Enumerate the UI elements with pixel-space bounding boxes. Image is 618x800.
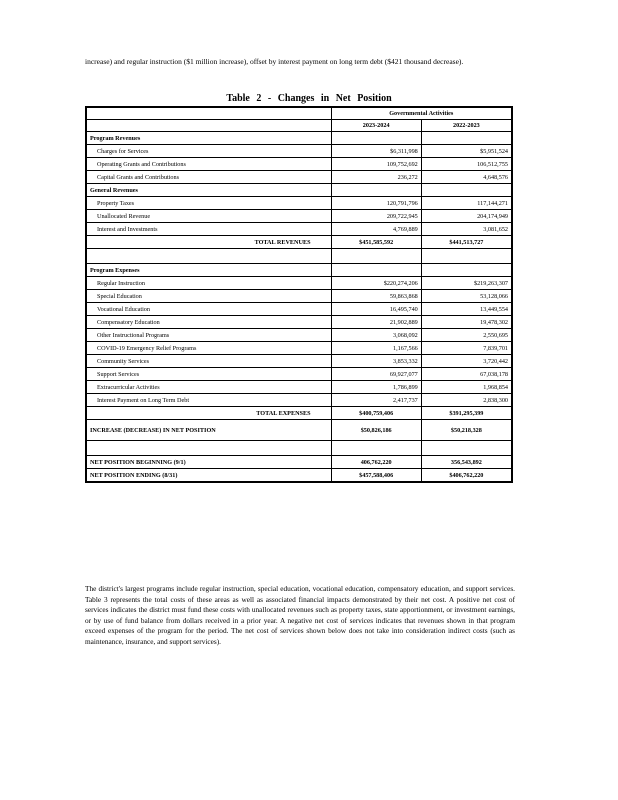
row-value-2: 4,648,576 [421, 171, 511, 184]
row-label: Charges for Services [87, 145, 332, 158]
total-revenues-row [87, 236, 512, 249]
row-value-2: $219,263,307 [421, 277, 511, 290]
section-label: Program Expenses [87, 264, 332, 277]
row-value-2: 2,838,300 [421, 394, 511, 407]
intro-paragraph [85, 56, 525, 67]
outro-text: The district's largest programs include regular instruction, special education, vocational education, compensatory education, and support services. Table 3 represents the total costs of these areas as well as associated financial impacts demonstrated by their net cost. A positive net cost of services indicates the district must fund these costs with unallocated revenues such as property taxes, state apportionment, or investment earnings, or by use of fund balance from dollars received in a prior year. A negative net cost of services indicates that revenues shown in that program exceed expenses of the program for the period. The net cost of services shown below does not take into consideration indirect costs (such as maintenance, insurance, and support services). [85, 584, 515, 646]
table-row [87, 223, 512, 236]
increase-row [87, 420, 512, 441]
header-row-group [87, 108, 512, 120]
row-value-1: 1,167,566 [331, 342, 421, 355]
row-value-2: 204,174,949 [421, 210, 511, 223]
table-row [87, 368, 512, 381]
np-ending-label: NET POSITION ENDING (8/31) [87, 469, 332, 482]
section-general-revenues [87, 184, 512, 197]
row-value-1: 69,927,077 [331, 368, 421, 381]
header-row-years [87, 120, 512, 132]
net-position-ending-row [87, 469, 512, 482]
row-label: Other Instructional Programs [87, 329, 332, 342]
row-value-2: 19,478,302 [421, 316, 511, 329]
increase-label: INCREASE (DECREASE) IN NET POSITION [87, 420, 332, 441]
table-row [87, 145, 512, 158]
section-program-expenses [87, 264, 512, 277]
total-value-2: $441,513,727 [421, 236, 511, 249]
total-label: TOTAL EXPENSES [87, 407, 332, 420]
row-value-2: 117,144,271 [421, 197, 511, 210]
row-value-2: 106,512,755 [421, 158, 511, 171]
table-row [87, 381, 512, 394]
row-label: Support Services [87, 368, 332, 381]
row-value-1: 109,752,692 [331, 158, 421, 171]
row-value-2: $5,951,524 [421, 145, 511, 158]
row-value-1: 3,853,332 [331, 355, 421, 368]
row-value-1: 3,068,092 [331, 329, 421, 342]
table-title: Table 2 - Changes in Net Position [226, 93, 392, 104]
total-value-2: $391,295,399 [421, 407, 511, 420]
row-value-1: 2,417,737 [331, 394, 421, 407]
row-value-2: 3,081,652 [421, 223, 511, 236]
row-value-1: 4,769,889 [331, 223, 421, 236]
header-year-1: 2023-2024 [331, 120, 421, 132]
table-row [87, 342, 512, 355]
row-value-1: 16,495,740 [331, 303, 421, 316]
increase-value-1: $50,826,186 [331, 420, 421, 441]
row-value-1: 1,786,899 [331, 381, 421, 394]
row-value-1: 59,863,868 [331, 290, 421, 303]
table-row [87, 158, 512, 171]
row-label: Special Education [87, 290, 332, 303]
section-label: Program Revenues [87, 132, 332, 145]
increase-value-2: $50,218,328 [421, 420, 511, 441]
section-program-revenues [87, 132, 512, 145]
table-row [87, 290, 512, 303]
row-value-1: $220,274,206 [331, 277, 421, 290]
total-expenses-row [87, 407, 512, 420]
spacer-row [87, 249, 512, 264]
table-row [87, 277, 512, 290]
table-row [87, 355, 512, 368]
row-label: Extracurricular Activities [87, 381, 332, 394]
row-value-1: 120,791,796 [331, 197, 421, 210]
row-value-1: 21,902,889 [331, 316, 421, 329]
table-row [87, 210, 512, 223]
row-value-2: 2,550,695 [421, 329, 511, 342]
np-ending-value-2: $406,762,220 [421, 469, 511, 482]
row-value-2: 7,839,701 [421, 342, 511, 355]
table-row [87, 394, 512, 407]
header-year-2: 2022-2023 [421, 120, 511, 132]
total-value-1: $400,759,406 [331, 407, 421, 420]
header-governmental-activities: Governmental Activities [331, 108, 511, 120]
spacer-row [87, 441, 512, 456]
row-value-2: 1,968,854 [421, 381, 511, 394]
table-row [87, 303, 512, 316]
row-label: Property Taxes [87, 197, 332, 210]
np-beginning-label: NET POSITION BEGINNING (9/1) [87, 456, 332, 469]
row-label: Capital Grants and Contributions [87, 171, 332, 184]
net-position-table [85, 106, 513, 483]
row-value-2: 67,038,178 [421, 368, 511, 381]
header-blank [87, 120, 332, 132]
table-row [87, 197, 512, 210]
row-value-1: 236,272 [331, 171, 421, 184]
section-label: General Revenues [87, 184, 332, 197]
row-value-2: 13,449,554 [421, 303, 511, 316]
row-label: Community Services [87, 355, 332, 368]
np-beginning-value-2: 356,543,892 [421, 456, 511, 469]
row-label: Regular Instruction [87, 277, 332, 290]
row-value-1: 209,722,945 [331, 210, 421, 223]
net-position-beginning-row [87, 456, 512, 469]
row-label: Vocational Education [87, 303, 332, 316]
intro-text: increase) and regular instruction ($1 million increase), offset by interest payment on long term debt ($421 thousand decrease). [85, 57, 464, 66]
total-value-1: $451,585,592 [331, 236, 421, 249]
table-row [87, 171, 512, 184]
header-blank [87, 108, 332, 120]
np-beginning-value-1: 406,762,220 [331, 456, 421, 469]
row-label: Interest Payment on Long Term Debt [87, 394, 332, 407]
row-label: Unallocated Revenue [87, 210, 332, 223]
row-label: COVID-19 Emergency Relief Programs [87, 342, 332, 355]
closing-paragraph [85, 584, 515, 648]
row-value-1: $6,311,998 [331, 145, 421, 158]
np-ending-value-1: $457,588,406 [331, 469, 421, 482]
row-value-2: 3,720,442 [421, 355, 511, 368]
row-label: Compensatory Education [87, 316, 332, 329]
row-label: Operating Grants and Contributions [87, 158, 332, 171]
row-value-2: 53,128,066 [421, 290, 511, 303]
total-label: TOTAL REVENUES [87, 236, 332, 249]
row-label: Interest and Investments [87, 223, 332, 236]
table-row [87, 329, 512, 342]
table-row [87, 316, 512, 329]
